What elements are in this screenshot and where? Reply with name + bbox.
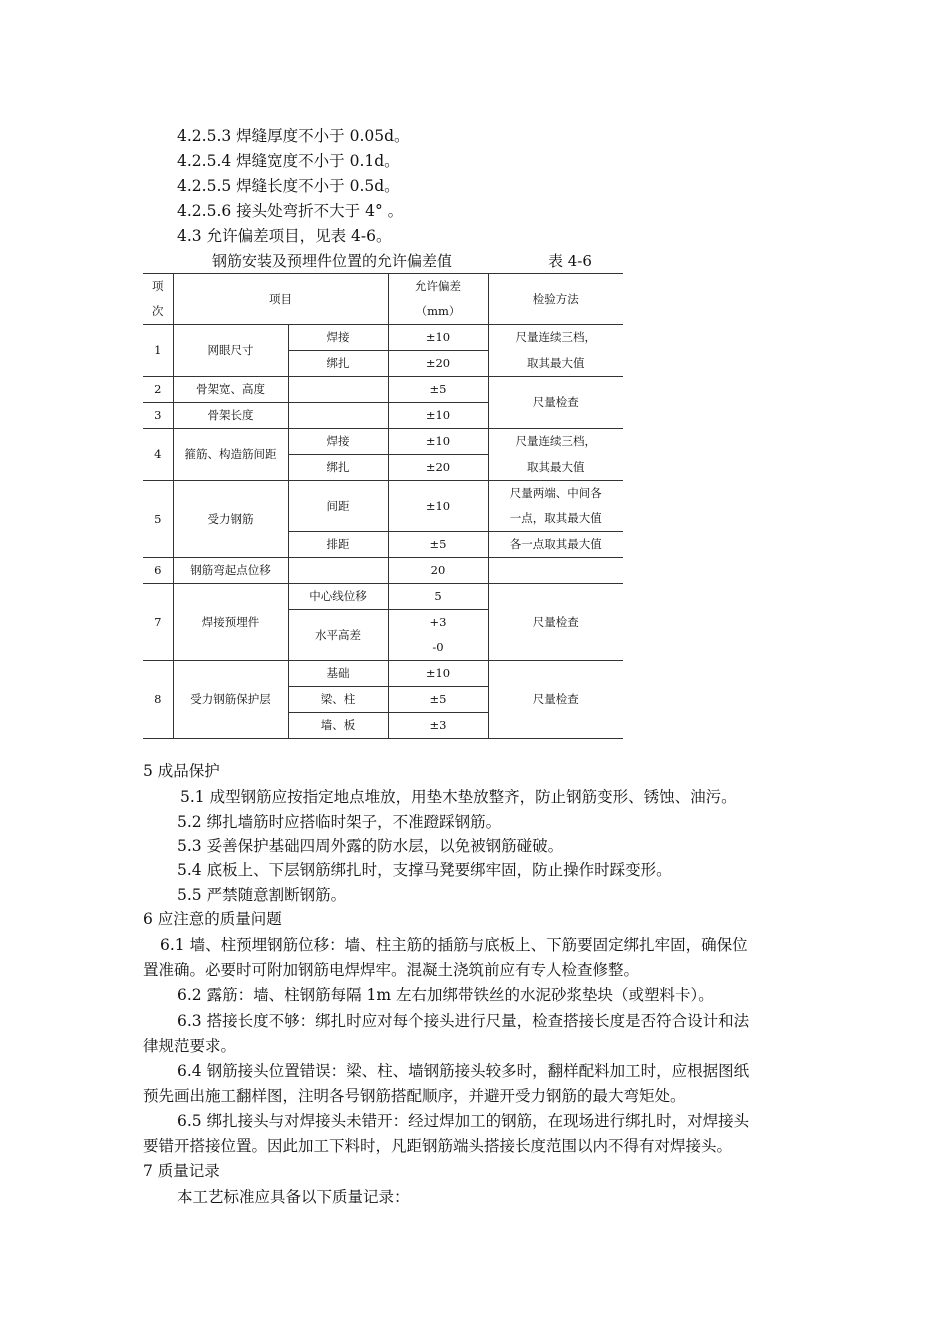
section-5-4: 5.4 底板上、下层钢筋绑扎时，支撑马凳要绑牢固，防止操作时踩变形。 [177,861,672,879]
section-5-3: 5.3 妥善保护基础四周外露的防水层，以免被钢筋碰破。 [177,837,564,855]
cell-sub: 中心线位移 [288,584,388,610]
cell-sub: 焊接 [288,325,388,351]
cell-sub: 排距 [288,532,388,558]
cell-sub: 梁、柱 [288,687,388,713]
header-item: 项目 [173,274,388,325]
table-row [143,377,623,403]
cell-no: 7 [143,584,173,661]
cell-item: 网眼尺寸 [173,325,288,377]
cell-method: 一点，取其最大值 [488,506,623,532]
cell-no: 5 [143,481,173,558]
table-row [143,429,623,455]
cell-tolerance: 20 [388,558,488,584]
cell-sub [288,377,388,403]
section-6-2: 6.2 露筋：墙、柱钢筋每隔 1m 左右加绑带铁丝的水泥砂浆垫块（或塑料卡）。 [177,986,714,1004]
cell-sub: 绑扎 [288,455,388,481]
clause-4-2-5-6: 4.2.5.6 接头处弯折不大于 4° 。 [177,202,404,220]
table-row [143,661,623,687]
cell-no: 8 [143,661,173,739]
cell-item: 焊接预埋件 [173,584,288,661]
section-7-heading: 7 质量记录 [143,1162,220,1180]
section-6-5-line2: 要错开搭接位置。因此加工下料时，凡距钢筋端头搭接长度范围以内不得有对焊接头。 [143,1137,733,1155]
cell-tolerance: ±10 [388,325,488,351]
header-tolerance-bottom: （mm） [415,304,461,318]
cell-item: 骨架宽、高度 [173,377,288,403]
cell-method: 尺量连续三档， [488,429,623,455]
cell-no: 3 [143,403,173,429]
cell-no: 6 [143,558,173,584]
header-tolerance-top: 允许偏差 [415,279,461,293]
cell-tolerance: ±3 [388,713,488,739]
cell-method: 尺量检查 [488,377,623,429]
section-6-1-line2: 置准确。必要时可附加钢筋电焊焊牢。混凝土浇筑前应有专人检查修整。 [143,961,640,979]
table-row [143,274,623,325]
cell-tolerance: ±10 [388,661,488,687]
table-row [143,584,623,610]
cell-item: 箍筋、构造筋间距 [173,429,288,481]
cell-no: 2 [143,377,173,403]
section-6-1-line1: 6.1 墙、柱预埋钢筋位移：墙、柱主筋的插筋与底板上、下筋要固定绑扎牢固，确保位 [160,936,748,954]
section-5-2: 5.2 绑扎墙筋时应搭临时架子，不准蹬踩钢筋。 [177,813,502,831]
cell-method: 取其最大值 [488,455,623,481]
table-row [143,481,623,507]
cell-tolerance: 5 [388,584,488,610]
cell-item: 受力钢筋保护层 [173,661,288,739]
table-row [143,325,623,351]
cell-tolerance: +3 [388,610,488,636]
cell-sub [288,403,388,429]
section-5-heading: 5 成品保护 [143,762,220,780]
table-caption-title: 钢筋安装及预埋件位置的允许偏差值 [212,252,453,270]
section-6-heading: 6 应注意的质量问题 [143,910,282,928]
section-6-3-line1: 6.3 搭接长度不够：绑扎时应对每个接头进行尺量，检查搭接长度是否符合设计和法 [177,1012,750,1030]
cell-sub: 绑扎 [288,351,388,377]
cell-method: 尺量连续三档， [488,325,623,351]
cell-sub: 焊接 [288,429,388,455]
header-method: 检验方法 [488,274,623,325]
cell-method: 尺量检查 [488,584,623,661]
section-5-1: 5.1 成型钢筋应按指定地点堆放，用垫木垫放整齐，防止钢筋变形、锈蚀、油污。 [180,788,737,806]
cell-no: 4 [143,429,173,481]
cell-sub: 水平高差 [288,610,388,661]
cell-tolerance: -0 [388,635,488,661]
header-no-top: 项 [152,279,164,293]
cell-item: 受力钢筋 [173,481,288,558]
cell-method: 尺量检查 [488,661,623,739]
cell-sub [288,558,388,584]
cell-tolerance: ±10 [388,429,488,455]
section-5-5: 5.5 严禁随意割断钢筋。 [177,886,347,904]
clause-4-2-5-4: 4.2.5.4 焊缝宽度不小于 0.1d。 [177,152,400,170]
tolerance-table [143,273,623,739]
cell-sub: 基础 [288,661,388,687]
cell-method: 各一点取其最大值 [488,532,623,558]
cell-item: 钢筋弯起点位移 [173,558,288,584]
header-no [143,274,173,325]
cell-tolerance: ±5 [388,377,488,403]
cell-method [488,558,623,584]
table-row [143,558,623,584]
header-no-bottom: 次 [152,304,164,318]
table-caption-number: 表 4-6 [548,252,592,270]
cell-tolerance: ±20 [388,455,488,481]
clause-4-3: 4.3 允许偏差项目，见表 4-6。 [177,227,392,245]
section-7-text: 本工艺标准应具备以下质量记录： [177,1188,410,1206]
cell-no: 1 [143,325,173,377]
clause-4-2-5-5: 4.2.5.5 焊缝长度不小于 0.5d。 [177,177,400,195]
cell-tolerance: ±10 [388,403,488,429]
cell-method: 取其最大值 [488,351,623,377]
section-6-5-line1: 6.5 绑扎接头与对焊接头未错开：经过焊加工的钢筋，在现场进行绑扎时，对焊接头 [177,1112,750,1130]
section-6-3-line2: 律规范要求。 [143,1037,237,1055]
cell-tolerance: ±5 [388,532,488,558]
cell-sub: 间距 [288,481,388,532]
cell-tolerance: ±5 [388,687,488,713]
clause-4-2-5-3: 4.2.5.3 焊缝厚度不小于 0.05d。 [177,127,410,145]
cell-item: 骨架长度 [173,403,288,429]
cell-sub: 墙、板 [288,713,388,739]
header-tolerance [388,274,488,325]
cell-tolerance: ±10 [388,481,488,532]
cell-method: 尺量两端、中间各 [488,481,623,507]
section-6-4-line1: 6.4 钢筋接头位置错误：梁、柱、墙钢筋接头较多时，翻样配料加工时，应根据图纸 [177,1062,750,1080]
cell-tolerance: ±20 [388,351,488,377]
section-6-4-line2: 预先画出施工翻样图，注明各号钢筋搭配顺序，并避开受力钢筋的最大弯矩处。 [143,1087,686,1105]
